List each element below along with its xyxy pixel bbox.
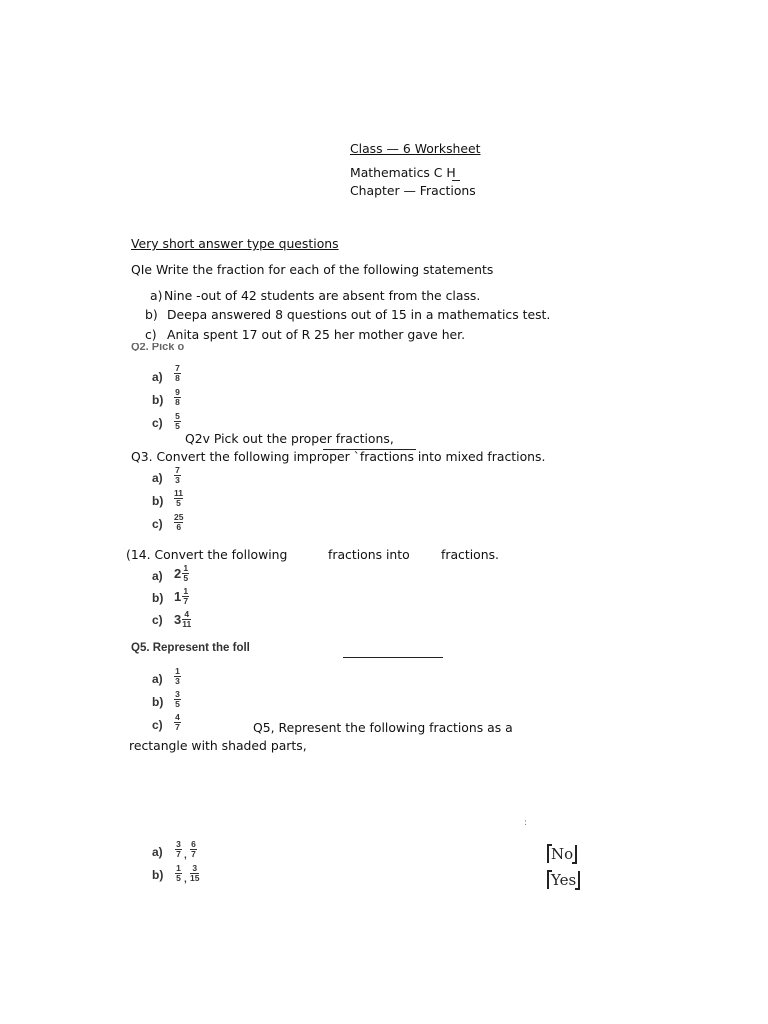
q1-item-c-text: Anita spent 17 out of R 25 her mother gave her. (167, 327, 466, 342)
denominator: 5 (176, 873, 181, 883)
subject-line: Mathematics C H (350, 165, 456, 180)
fraction-part (182, 564, 189, 583)
q2-fraction-c (174, 412, 181, 431)
q5-fraction-b (174, 690, 181, 709)
denominator: 5 (183, 573, 189, 583)
worksheet-title: Class — 6 Worksheet (350, 141, 481, 156)
q3-fraction-c (174, 513, 183, 532)
numerator: 1 (176, 863, 181, 873)
q4-mixed-b (174, 587, 189, 606)
numerator: 1 (183, 586, 189, 596)
q5-label-b: b) (152, 695, 164, 709)
q5-text-line-2: rectangle with shaded parts, (129, 738, 307, 753)
q3-label-a: a) (152, 471, 163, 485)
q6-label-b: b) (152, 868, 164, 882)
q3-text: Q3. Convert the following improper `fractions into mixed fractions. (131, 449, 546, 464)
denominator: 7 (176, 849, 181, 859)
q5-scan-heading: Q5. Represent the foll (131, 642, 250, 654)
numerator: 7 (175, 363, 180, 373)
q1-item-c-label: c) (145, 327, 157, 342)
answer-no: No (547, 845, 577, 863)
denominator: 15 (190, 873, 200, 883)
numerator: 3 (175, 689, 180, 699)
q3-fraction-a (174, 466, 181, 485)
numerator: 9 (175, 387, 180, 397)
q4-text-part-1: (14. Convert the following (126, 547, 288, 562)
denominator: 7 (183, 596, 189, 606)
q3-fraction-b (174, 489, 183, 508)
numerator: 6 (191, 839, 196, 849)
pair-separator: , (184, 874, 187, 885)
numerator: 1 (183, 563, 189, 573)
q2-label-c: c) (152, 416, 163, 430)
q2-scan-heading: Q2. Pick o (131, 343, 185, 351)
q4-text-part-3: fractions. (441, 547, 499, 562)
section-title: Very short answer type questions (131, 236, 339, 251)
fraction-part (182, 587, 189, 606)
q5-label-a: a) (152, 672, 163, 686)
q1-item-b-label: b) (145, 307, 158, 322)
q5-text-line-1: Q5, Represent the following fractions as a (253, 720, 513, 735)
denominator: 7 (191, 849, 196, 859)
q2-label-b: b) (152, 393, 164, 407)
q4-mixed-a (174, 564, 189, 583)
pair-separator: , (184, 850, 187, 861)
q1-item-b-text: Deepa answered 8 questions out of 15 in a mathematics test. (167, 307, 551, 322)
q5-answer-blank (343, 657, 443, 658)
denominator: 6 (176, 522, 182, 532)
numerator: 5 (175, 411, 180, 421)
q4-text-part-2: fractions into (328, 547, 410, 562)
denominator: 5 (176, 498, 181, 508)
fraction-part (182, 610, 191, 629)
q4-label-a: a) (152, 569, 163, 583)
denominator: 3 (175, 676, 180, 686)
q5-label-c: c) (152, 718, 163, 732)
denominator: 8 (175, 397, 180, 407)
numerator: 4 (175, 712, 180, 722)
q3-label-b: b) (152, 494, 164, 508)
q1-text: QIe Write the fraction for each of the following statements (131, 262, 494, 277)
q6-pair-b-second (190, 864, 199, 883)
q5-fraction-c (174, 713, 181, 732)
q6-pair-a-second (190, 840, 197, 859)
denominator: 5 (175, 699, 180, 709)
denominator: 5 (175, 421, 180, 431)
q2-label-a: a) (152, 370, 163, 384)
numerator: 1 (175, 666, 180, 676)
numerator: 4 (184, 609, 190, 619)
chapter-line: Chapter — Fractions (350, 183, 476, 198)
q2-fraction-b (174, 388, 181, 407)
denominator: 3 (175, 475, 180, 485)
q2-fraction-a (174, 364, 181, 383)
subject-blank (452, 180, 460, 181)
numerator: 7 (175, 465, 180, 475)
numerator: 25 (174, 512, 184, 522)
denominator: 8 (175, 373, 180, 383)
q4-label-b: b) (152, 591, 164, 605)
q1-item-a-text: Nine -out of 42 students are absent from the class. (164, 288, 481, 303)
q5-fraction-a (174, 667, 181, 686)
denominator: 11 (182, 619, 192, 629)
q3-label-c: c) (152, 517, 163, 531)
q2-text: Q2v Pick out the proper fractions, (185, 431, 394, 446)
q6-label-a: a) (152, 845, 163, 859)
whole-number: 2 (174, 566, 182, 581)
q4-label-c: c) (152, 613, 163, 627)
denominator: 7 (175, 722, 180, 732)
q4-mixed-c (174, 610, 191, 629)
whole-number: 3 (174, 612, 182, 627)
whole-number: 1 (174, 589, 182, 604)
numerator: 11 (174, 488, 183, 498)
q6-pair-a-first (175, 840, 182, 859)
q6-pair-b-first (175, 864, 182, 883)
numerator: 3 (176, 839, 181, 849)
stray-mark: : (524, 818, 528, 828)
answer-yes: Yes (547, 871, 580, 889)
q1-item-a-label: a) (150, 288, 163, 303)
numerator: 3 (192, 863, 198, 873)
